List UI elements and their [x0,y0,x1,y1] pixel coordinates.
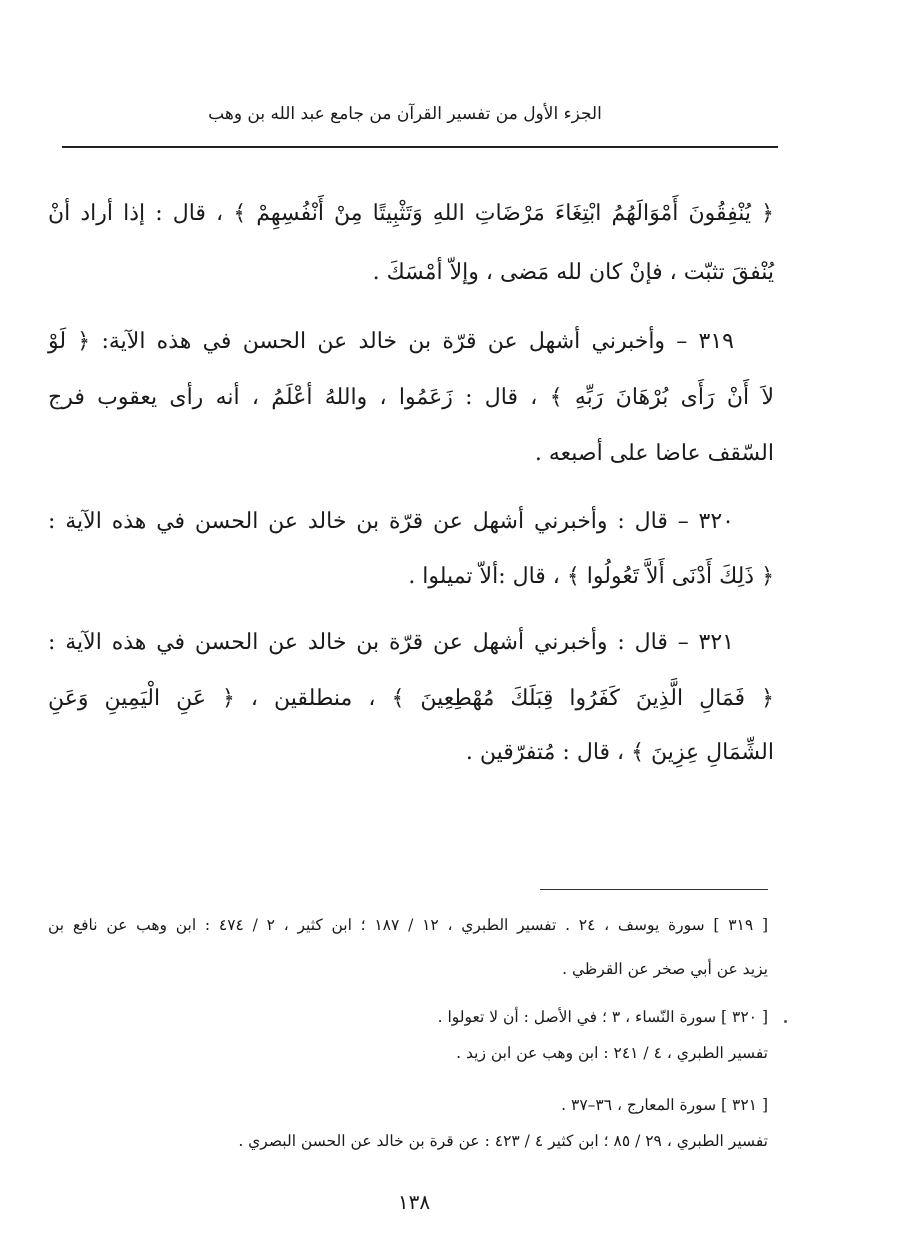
paragraph-319-line-3: السّقف عاضا على أصبعه . [534,441,774,466]
running-header: الجزء الأول من تفسير القرآن من جامع عبد الله بن وهب [208,104,602,124]
paragraph-321-line-2: ﴿ فَمَالِ الَّذِينَ كَفَرُوا قِبَلَكَ مُهْطِعِينَ ﴾ ، منطلقين ، ﴿ عَنِ الْيَمِينِ وَعَنِ [48,686,774,711]
footnote-320-line-2: تفسير الطبري ، ٤ / ٢٤١ : ابن وهب عن ابن زيد . [456,1044,768,1062]
footnote-319-line-2: يزيد عن أبي صخر عن القرظي . [562,960,768,978]
header-divider [62,146,778,148]
footnote-321-line-1: [ ٣٢١ ] سورة المعارج ، ٣٦–٣٧ . [561,1096,768,1114]
intro-line-2: يُنْفقَ تثبّت ، فإنْ كان لله مَضى ، وإلاّ أمْسَكَ . [372,260,774,285]
page-number: ١٣٨ [397,1190,431,1214]
paragraph-321-line-1: ٣٢١ – قال : وأخبرني أشهل عن قرّة بن خالد عن الحسن في هذه الآية : [48,630,734,655]
paragraph-320-line-2: ﴿ ذَلِكَ أَدْنَى أَلاَّ تَعُولُوا ﴾ ، قال :ألاّ تميلوا . [408,564,774,589]
scan-speck [784,1020,787,1023]
paragraph-320-line-1: ٣٢٠ – قال : وأخبرني أشهل عن قرّة بن خالد عن الحسن في هذه الآية : [48,509,734,534]
footnote-320-line-1: [ ٣٢٠ ] سورة النّساء ، ٣ ؛ في الأصل : أن لا تعولوا . [437,1008,768,1026]
paragraph-319-line-2: لاَ أَنْ رَأَى بُرْهَانَ رَبِّهِ ﴾ ، قال : زَعَمُوا ، واللهُ أعْلَمُ ، أنه رأى يعقوب فرج [48,385,774,410]
footnote-divider [540,889,768,890]
intro-line-1: ﴿ يُنْفِقُونَ أَمْوَالَهُمُ ابْتِغَاءَ مَرْضَاتِ اللهِ وَتَثْبِيتًا مِنْ أَنْفُسِهِمْ ﴾ ، قال : إذا أراد أنْ [48,201,774,226]
footnote-319-line-1: [ ٣١٩ ] سورة يوسف ، ٢٤ . تفسير الطبري ، ١٢ / ١٨٧ ؛ ابن كثير ، ٢ / ٤٧٤ : ابن وهب عن نافع بن [48,916,768,934]
footnote-321-line-2: تفسير الطبري ، ٢٩ / ٨٥ ؛ ابن كثير ٤ / ٤٢٣ : عن قرة بن خالد عن الحسن البصري . [238,1132,768,1150]
paragraph-319-line-1: ٣١٩ – وأخبرني أشهل عن قرّة بن خالد عن الحسن في هذه الآية: ﴿ لَوْ [48,329,734,354]
paragraph-321-line-3: الشِّمَالِ عِزِينَ ﴾ ، قال : مُتفرّقين . [465,740,774,765]
